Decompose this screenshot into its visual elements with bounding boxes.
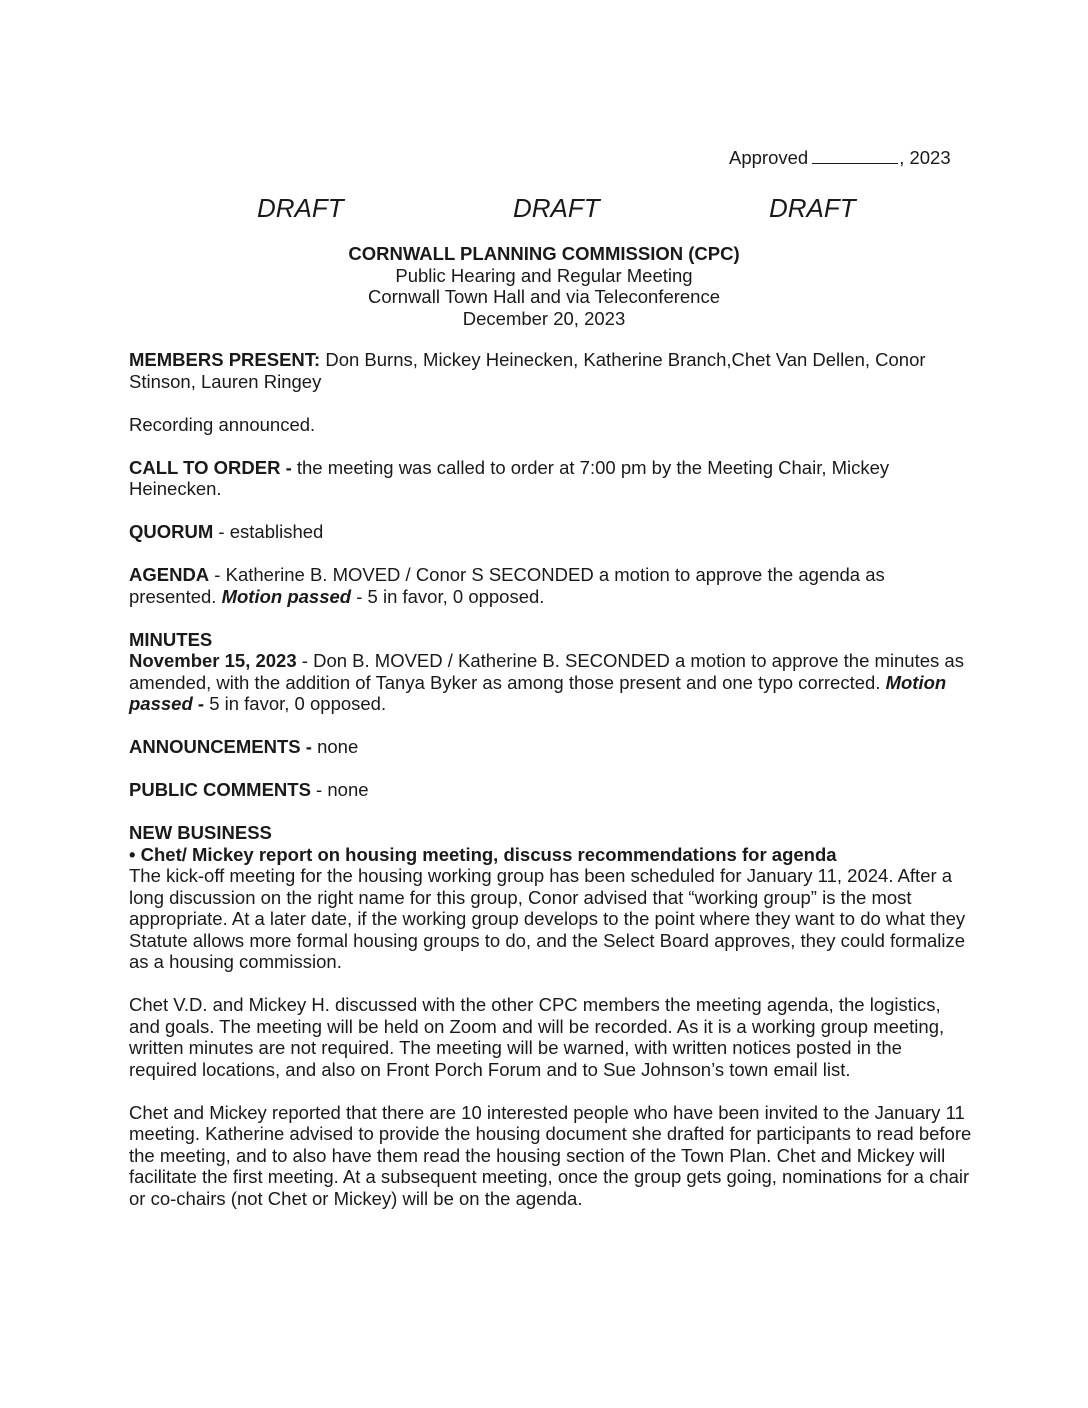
meeting-type: Public Hearing and Regular Meeting: [395, 264, 693, 286]
agenda-label: AGENDA: [129, 564, 210, 585]
new-business-item-title: • Chet/ Mickey report on housing meeting, discuss recommendations for agenda: [129, 843, 837, 865]
new-business-paragraph-3: Chet and Mickey reported that there are 10 interested people who have been invited to the January 11 meeting. Katherine advised to provide the housing document she drafted for participants to read before the meeting, and to also have them read the housing section of the Town Plan. Chet and Mickey will facilitate the first meeting. At a subsequent meeting, once the group gets going, nominations for a chair or co-chairs (not Chet or Mickey) will be on the agenda.: [129, 1101, 972, 1209]
public-comments-label: PUBLIC COMMENTS: [129, 779, 311, 800]
approval-date-blank: [812, 147, 898, 164]
draft-watermark-2: DRAFT: [513, 193, 600, 223]
agenda-text: - Katherine B. MOVED / Conor S SECONDED a motion to approve the agenda as presented.: [129, 564, 885, 607]
minutes-motion: Motion passed -: [129, 671, 947, 714]
minutes-heading: MINUTES: [129, 628, 213, 650]
public-comments: [129, 779, 974, 801]
call-to-order-text: the meeting was called to order at 7:00 pm by the Meeting Chair, Mickey Heinecken.: [129, 456, 890, 499]
approved-label: Approved: [729, 147, 809, 168]
minutes-text: - Don B. MOVED / Katherine B. SECONDED a motion to approve the minutes as amended, with the addition of Tanya Byker as among those present and one typo corrected.: [129, 650, 964, 693]
agenda-motion: Motion passed: [221, 585, 352, 607]
members-label: MEMBERS PRESENT:: [129, 349, 321, 370]
members-present: [129, 349, 974, 392]
members-text: Don Burns, Mickey Heinecken, Katherine Branch,Chet Van Dellen, Conor Stinson, Lauren Ringey: [129, 349, 926, 392]
call-to-order-label: CALL TO ORDER -: [129, 456, 292, 478]
agenda-section: [129, 564, 974, 607]
quorum-label: QUORUM: [129, 521, 214, 542]
announcements-text: none: [311, 736, 359, 757]
new-business-paragraph-1: The kick-off meeting for the housing working group has been scheduled for January 11, 2024. After a long discussion on the right name for this group, Conor advised that “working group” is the most appropriate. At a later date, if the working group develops to the point where they want to do what they Statute allows more formal housing groups to do, and the Select Board approves, they could formalize as a housing commission.: [129, 865, 966, 972]
recording-note: Recording announced.: [129, 413, 316, 435]
agenda-result: - 5 in favor, 0 opposed.: [351, 585, 545, 607]
quorum: [129, 521, 974, 543]
draft-watermark-3: DRAFT: [769, 193, 856, 223]
announcements-label: ANNOUNCEMENTS -: [129, 736, 312, 757]
new-business-paragraph-2: Chet V.D. and Mickey H. discussed with the other CPC members the meeting agenda, the logistics, and goals. The meeting will be held on Zoom and will be recorded. As it is a working group meeting, written minutes are not required. The meeting will be warned, with written notices posted in the required locations, and also on Front Porch Forum and to Sue Johnson’s town email list.: [129, 994, 945, 1080]
draft-watermark-1: DRAFT: [257, 193, 344, 223]
meeting-date: December 20, 2023: [462, 307, 626, 329]
minutes-body: [129, 349, 974, 1231]
announcements: [129, 736, 974, 758]
meeting-location: Cornwall Town Hall and via Teleconference: [367, 286, 721, 307]
document-header: [0, 243, 1088, 329]
approval-line: [729, 147, 951, 169]
document-title: CORNWALL PLANNING COMMISSION (CPC): [348, 243, 740, 264]
approved-year: , 2023: [899, 147, 951, 168]
minutes-approval: [129, 650, 974, 715]
quorum-text: - established: [213, 521, 324, 542]
minutes-result: 5 in favor, 0 opposed.: [204, 693, 387, 714]
call-to-order: [129, 457, 974, 500]
minutes-date-label: November 15, 2023: [129, 650, 297, 671]
public-comments-text: - none: [310, 779, 369, 800]
new-business-heading: NEW BUSINESS: [129, 822, 272, 843]
